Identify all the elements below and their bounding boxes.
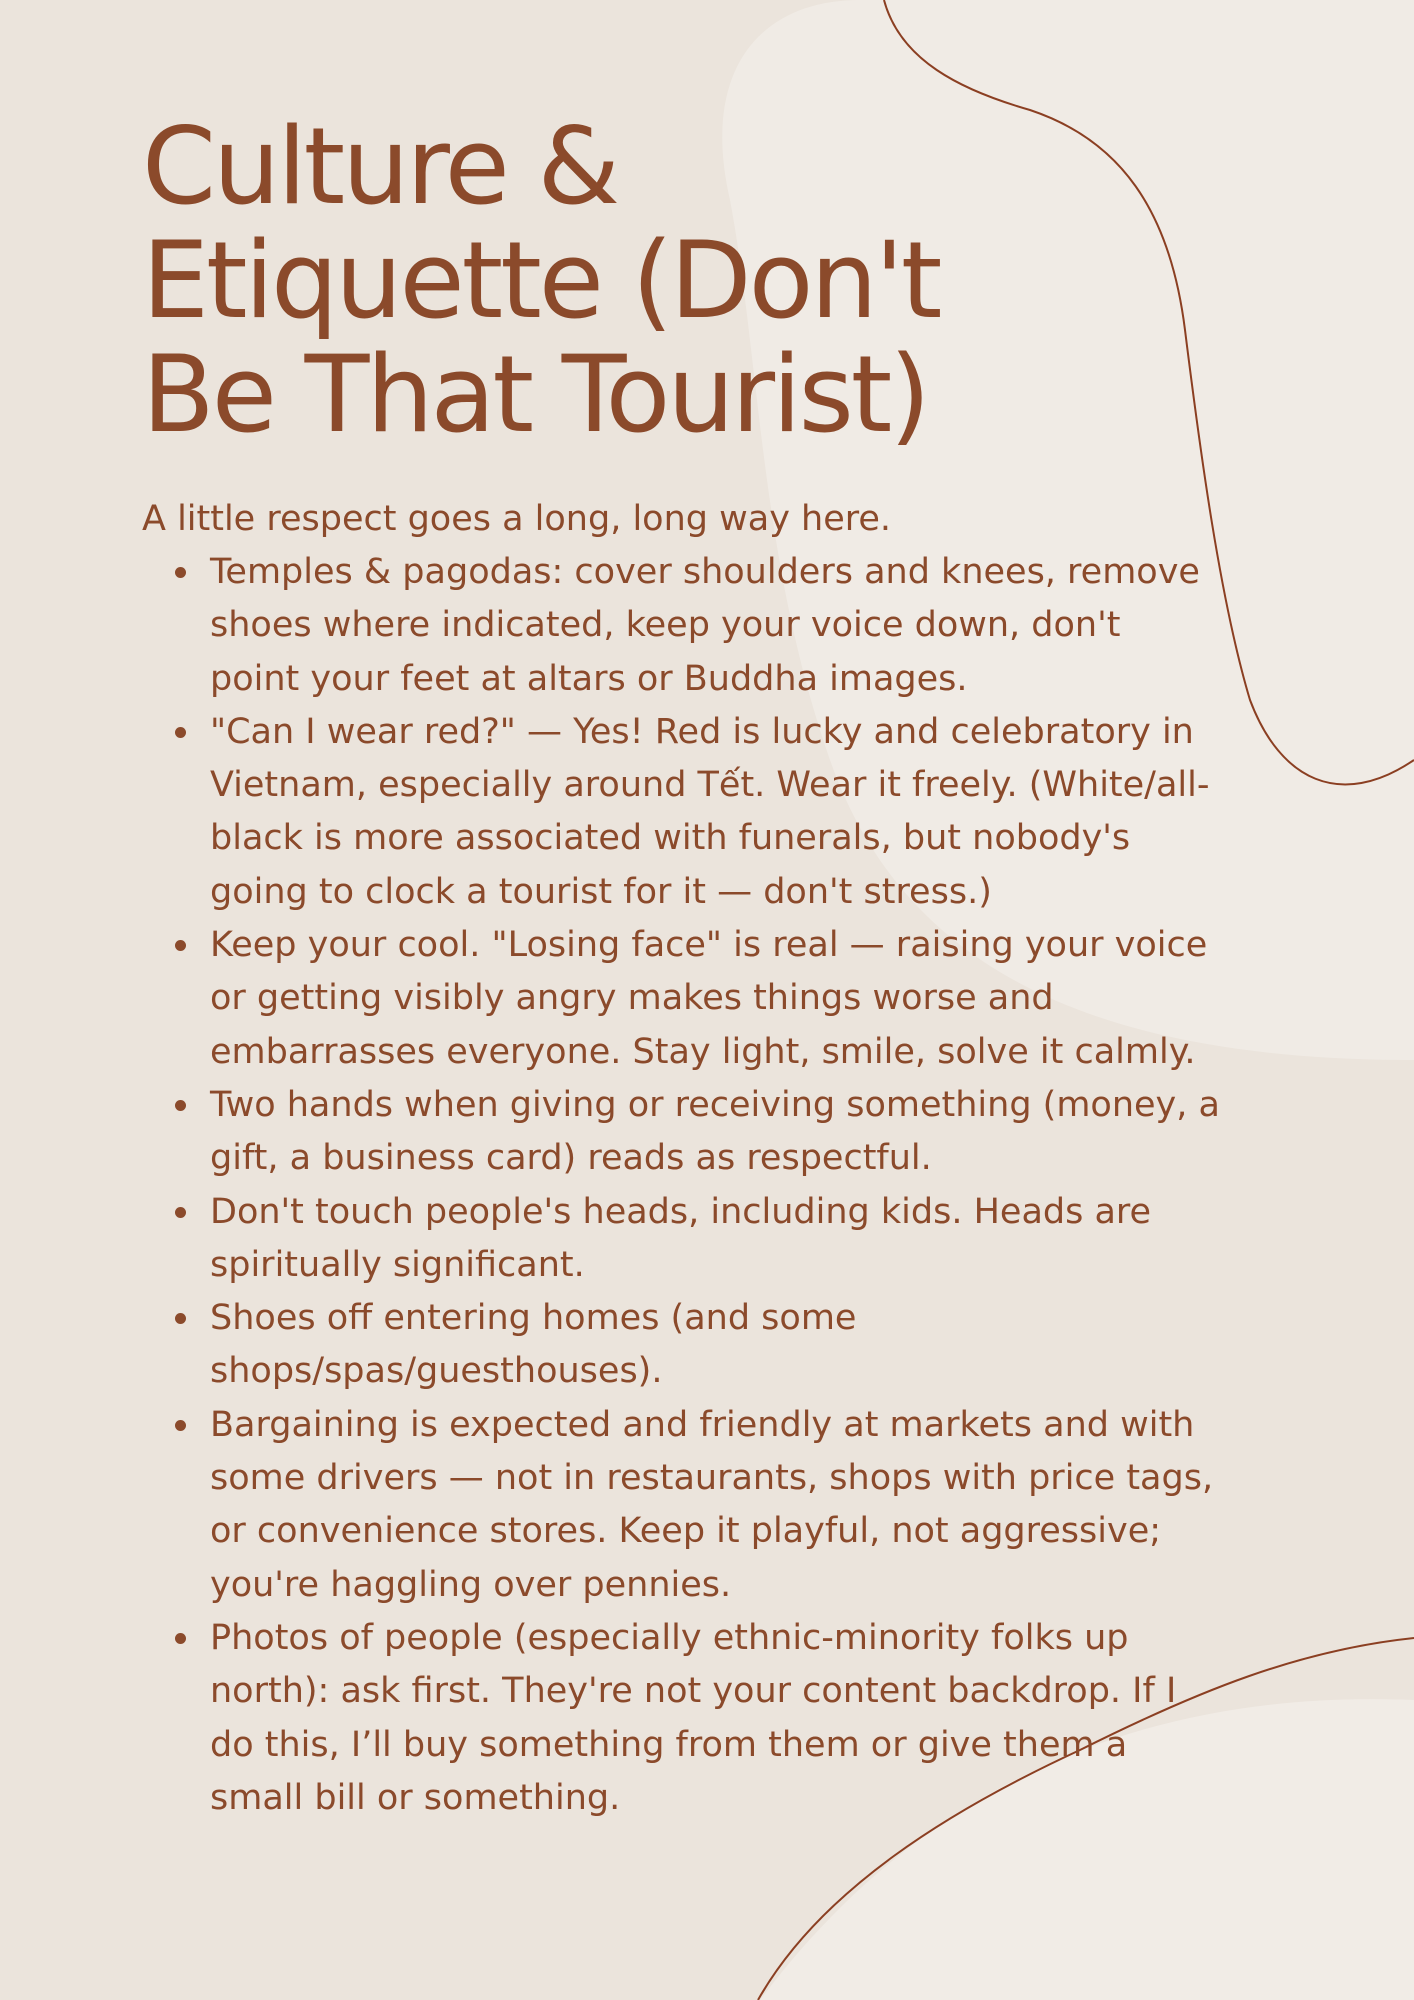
list-item xyxy=(210,1612,1220,1825)
bullet-icon xyxy=(175,940,186,951)
bullet-icon xyxy=(175,1207,186,1218)
bullet-icon xyxy=(175,1313,186,1324)
bullet-icon xyxy=(175,567,186,578)
list-item-text: "Can I wear red?" — Yes! Red is lucky and celebratory in Vietnam, especially around Tết. Wear it freely. (White/all-black is more associated with funerals, but nobody's going to clock a tourist for it — don't stress.) xyxy=(210,711,1210,912)
list-item-text: Two hands when giving or receiving something (money, a gift, a business card) reads as respectful. xyxy=(210,1084,1220,1179)
list-item xyxy=(210,1186,1220,1293)
bullet-icon xyxy=(175,1633,186,1644)
list-item xyxy=(210,1079,1220,1186)
list-item-text: Keep your cool. "Losing face" is real — raising your voice or getting visibly angry makes things worse and embarrasses everyone. Stay light, smile, solve it calmly. xyxy=(210,925,1208,1072)
list-item-text: Shoes off entering homes (and some shops/spas/guesthouses). xyxy=(210,1298,857,1392)
list-item xyxy=(210,546,1220,706)
etiquette-list xyxy=(142,546,1220,1825)
list-item-text: Photos of people (especially ethnic-minority folks up north): ask first. They're not your content backdrop. If I do this, I’ll buy something from them or give them a small bill or something. xyxy=(210,1617,1177,1818)
list-item xyxy=(210,706,1220,919)
document-content xyxy=(142,105,1262,1825)
list-item-text: Bargaining is expected and friendly at markets and with some drivers — not in restaurants, shops with price tags, or convenience stores. Keep it playful, not aggressive; you're haggling over pennies. xyxy=(210,1404,1214,1605)
list-item xyxy=(210,1399,1220,1612)
list-item-text: Temples & pagodas: cover shoulders and knees, remove shoes where indicated, keep your voice down, don't point your feet at altars or Buddha images. xyxy=(210,552,1200,699)
bullet-icon xyxy=(175,1100,186,1111)
list-item xyxy=(210,1292,1220,1399)
list-item xyxy=(210,919,1220,1079)
page-title: Culture & Etiquette (Don't Be That Tourist) xyxy=(142,105,940,456)
list-item-text: Don't touch people's heads, including kids. Heads are spiritually significant. xyxy=(210,1191,1152,1285)
bullet-icon xyxy=(175,727,186,738)
bullet-icon xyxy=(175,1420,186,1431)
intro-text: A little respect goes a long, long way here. xyxy=(142,499,892,539)
